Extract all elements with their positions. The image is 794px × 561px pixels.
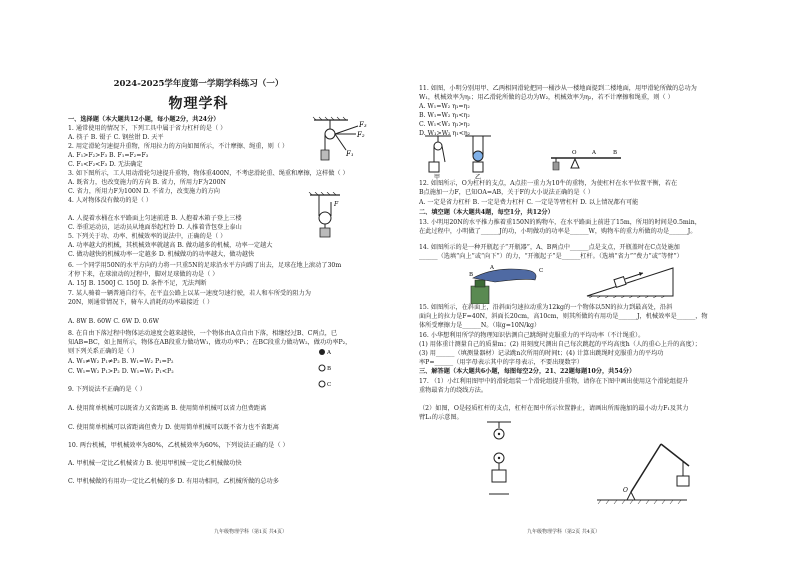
left-line: A. 功率越大的机械，其机械效率就越高 B. 做功越多的机械，功率一定越大 <box>68 242 273 249</box>
left-line: C. 省力，所用力F为100N D. 不省力，改变施力的方向 <box>68 188 220 195</box>
label-lever-o2: O <box>623 487 628 494</box>
left-line: A. 使用简单机械可以既省力又省距离 B. 使用简单机械可以省力但费距离 <box>68 405 267 412</box>
label-point-c: C <box>327 382 332 388</box>
right-line: B. W₁=W₂ η₁<η₂ <box>419 112 470 119</box>
right-line: 重物最省力的绕线方法。 <box>419 387 488 394</box>
fixed-pulley-diagram <box>308 116 372 168</box>
left-line: 9. 下列说法不正确的是（ ） <box>68 386 146 393</box>
right-line: W₁，机械效率为η₁；用乙滑轮所做的总功为W₂，机械效率为η₂，若不计摩擦和绳重，则（ ） <box>419 94 674 101</box>
label-lever-b: B <box>613 150 618 156</box>
right-line: 12. 如图所示，O为杠杆的支点，A点挂一重力为10牛的重物，为使杠杆在水平位置平衡，若在 <box>419 180 678 187</box>
left-line: C. F₁<F₂<F₃ D. 无法确定 <box>68 161 143 168</box>
right-line: 13. 小明用20N的水平推力推着重150N的购物车，在水平路面上前进了15m，所用的时间是0.5min， <box>419 219 701 226</box>
right-line: 臂L₁的示意图。 <box>419 414 463 421</box>
right-line: A. 一定是省力杠杆 B. 一定是费力杠杆 C. 一定是等臂杠杆 D. 以上情况都有可能 <box>419 199 639 206</box>
left-line: A. 人提着水桶在水平路面上匀速前进 B. 人抱着木箱子登上三楼 <box>68 215 242 222</box>
bottle-opener-diagram <box>465 260 555 304</box>
footer-right: 九年级物理学科（第2页 共4页） <box>527 529 600 535</box>
right-line: B点施加一力F，已知OA=AB，关于F的大小说法正确的是（ ） <box>419 189 594 196</box>
right-line: 17. （1）小红利用图甲中的滑轮组装一个滑轮组提升重物，请你在下图中画出使用这个滑轮组提升 <box>419 378 689 385</box>
left-line: 3. 如下图所示，工人用动滑轮匀速提升重物，物体重400N，不考虑滑轮重、绳重和摩擦，这样做（ ） <box>68 170 349 177</box>
left-line: C. 甲机械做的有用功一定比乙机械的多 D. 有用功相同，乙机械所做的总功多 <box>68 478 279 485</box>
free-fall-diagram <box>318 346 332 392</box>
left-line: 10. 两台机械，甲机械效率为80%，乙机械效率为60%，下列说法正确的是（ ） <box>68 442 289 449</box>
right-line: (3) 用______（填测量器材）记录跳n次所用的时间t；(4) 计算出跳绳时克服重力的平均功 <box>419 350 664 357</box>
right-line: 16. 小华想利用所学的物理知识估测自己跳绳时克服重力的平均功率（不计绳重）。 <box>419 332 645 339</box>
right-line: D. W₁>W₂ η₁<η₂ <box>419 130 471 137</box>
left-line: A. 8W B. 60W C. 6W D. 0.6W <box>68 318 159 325</box>
right-line: 体所受摩擦力是______N。（取g=10N/kg） <box>419 322 541 329</box>
right-line: 面向上的拉力是F=40N，斜面长20cm，高10cm，则其所做的有用功是______J，机械效率是______，物 <box>419 313 708 320</box>
left-line: 知AB=BC，如上图所示，物体在AB段重力做功W₁，做功功率P₁；在BC段重力做功W₂，做功功率P₂， <box>68 339 352 346</box>
label-opener-c: C <box>539 268 544 274</box>
label-point-a: A <box>327 350 331 356</box>
movable-pulley-diagram <box>306 192 346 240</box>
bent-lever-diagram <box>597 426 697 508</box>
left-line: 8. 在自由下落过程中物体运动速度会越来越快，一个物体由A点自由下落，相继经过B、C两点，已 <box>68 330 338 337</box>
left-line: C. 举重运动员，运动员从地面举起杠铃 D. 人推着背包登上泰山 <box>68 224 242 231</box>
left-line: A. 15J B. 1500J C. 150J D. 条件不足，无法判断 <box>68 280 207 287</box>
label-yi: 乙 <box>475 174 482 180</box>
right-line: 在此过程中，小明做了______J的功，小明做功的功率是______W，购物车的重力所做的功是______J。 <box>419 228 697 235</box>
left-line: A. 既省力，也改变施力的方向 B. 省力，所用力F为200N <box>68 179 226 186</box>
left-line: 20N，则通常情况下，骑车人消耗的功率最接近（ ） <box>68 299 214 306</box>
left-line: A. 筷子 B. 镊子 C. 钢丝钳 D. 天平 <box>68 134 164 141</box>
left-line: 4. 人对物体没有做功的是（ ） <box>68 197 153 204</box>
page-right <box>397 0 794 561</box>
lever-diagram <box>547 146 625 176</box>
left-line: 6. 一个同学用50N的水平方向的力将一只重5N的足球沿水平方向踢了出去，足球在地上滚动了30m <box>68 262 342 269</box>
pulley-block-diagram <box>487 420 511 510</box>
label-lever-o: O <box>572 150 577 156</box>
right-line: ______（选填“向上”或“向下”）的力，“开瓶起子”是______杠杆。（选填“省力”“费力”或“等臂”） <box>419 253 683 260</box>
label-f2: F₂ <box>357 131 365 139</box>
pulley-jia-yi-diagram <box>417 134 497 180</box>
label-opener-a: A <box>490 265 494 271</box>
label-lever-a: A <box>592 150 596 156</box>
left-line: 2. 用定滑轮匀速提升重物，所用拉力的方向如图所示，不计摩擦、绳重，则（ ） <box>68 143 289 150</box>
exam-year-title: 2024-2025学年度第一学期学科练习（一） <box>113 79 284 89</box>
right-line: A. W₁=W₂ η₁=η₂ <box>419 103 470 110</box>
label-f3: F₃ <box>359 121 367 129</box>
right-line: 15. 如图所示，在斜面上，沿斜面匀速拉动重为12kg的一个物体以5N的拉力到最高处，沿斜 <box>419 304 673 311</box>
left-line: 1. 通常使用的情况下，下列工具中属于省力杠杆的是（ ） <box>68 125 227 132</box>
right-line: (1) 用体重计测量自己的质量m；(2) 用刻度尺测出自己每次跳起的平均高度h（人的重心上升的高度）； <box>419 341 701 348</box>
left-line: 一、选择题（本大题共12小题，每小题2分，共24分） <box>68 116 220 123</box>
right-line: C. W₁<W₂ η₁>η₂ <box>419 121 470 128</box>
left-line: A. W₁≠W₂ P₁≠P₂ B. W₁=W₂ P₁=P₂ <box>68 358 174 365</box>
label-f1: F₁ <box>346 150 354 158</box>
right-line: 率P=______（用字母表示其中的字母表示，不要出现数字） <box>419 359 584 366</box>
right-line: 14. 如图所示的是一种开瓶起子“开瓶器”，A、B两点中______点是支点，开瓶盖时在C点处施加 <box>419 244 680 251</box>
left-line: 5. 下列关于功、功率、机械效率的说法中，正确的是（ ） <box>68 233 227 240</box>
label-point-b: B <box>327 366 332 372</box>
subject-title: 物理学科 <box>168 96 229 112</box>
right-line: （2）如图，O是轻质杠杆的支点，杠杆在图中所示位置静止，请画出所需施加的最小动力F₁及其力 <box>419 405 689 412</box>
footer-left: 九年级物理学科（第1页 共4页） <box>214 529 287 535</box>
label-opener-b: B <box>469 272 474 278</box>
incline-diagram <box>585 264 677 298</box>
left-line: C. W₁=W₂ P₁>P₂ D. W₁=W₂ P₁<P₂ <box>68 368 174 375</box>
left-line: 7. 某人骑着一辆普通自行车，在平直公路上以某一速度匀速行驶，若人和车所受的阻力为 <box>68 290 311 297</box>
left-line: A. F₁>F₂>F₃ B. F₁=F₂=F₃ <box>68 152 149 159</box>
label-jia: 甲 <box>434 174 441 180</box>
left-line: A. 甲机械一定比乙机械省力 B. 使用甲机械一定比乙机械做功快 <box>68 460 242 467</box>
left-line: 才停下来，在球滚动的过程中，脚对足球做的功是（ ） <box>68 271 219 278</box>
right-line: 二、填空题（本大题共4题，每空1分，共12分） <box>419 209 554 216</box>
left-line: 则下列关系正确的是（ ） <box>68 348 139 355</box>
left-line: C. 使用简单机械可以省距离但费力 D. 使用简单机械可以既不省力也不省距离 <box>68 424 279 431</box>
right-line: 11. 如图，小明分别用甲、乙两相同滑轮把同一桶沙从一楼地面提到二楼地面，用甲滑轮所做的总功为 <box>419 85 697 92</box>
label-f: F <box>334 201 339 208</box>
right-line: 三、解答题（本大题共6小题，每图每空2分，21、22题每题10分，共54分） <box>419 368 636 375</box>
left-line: C. 做功越快的机械功率一定越多 D. 机械做功的功率越大，做功越快 <box>68 251 255 258</box>
